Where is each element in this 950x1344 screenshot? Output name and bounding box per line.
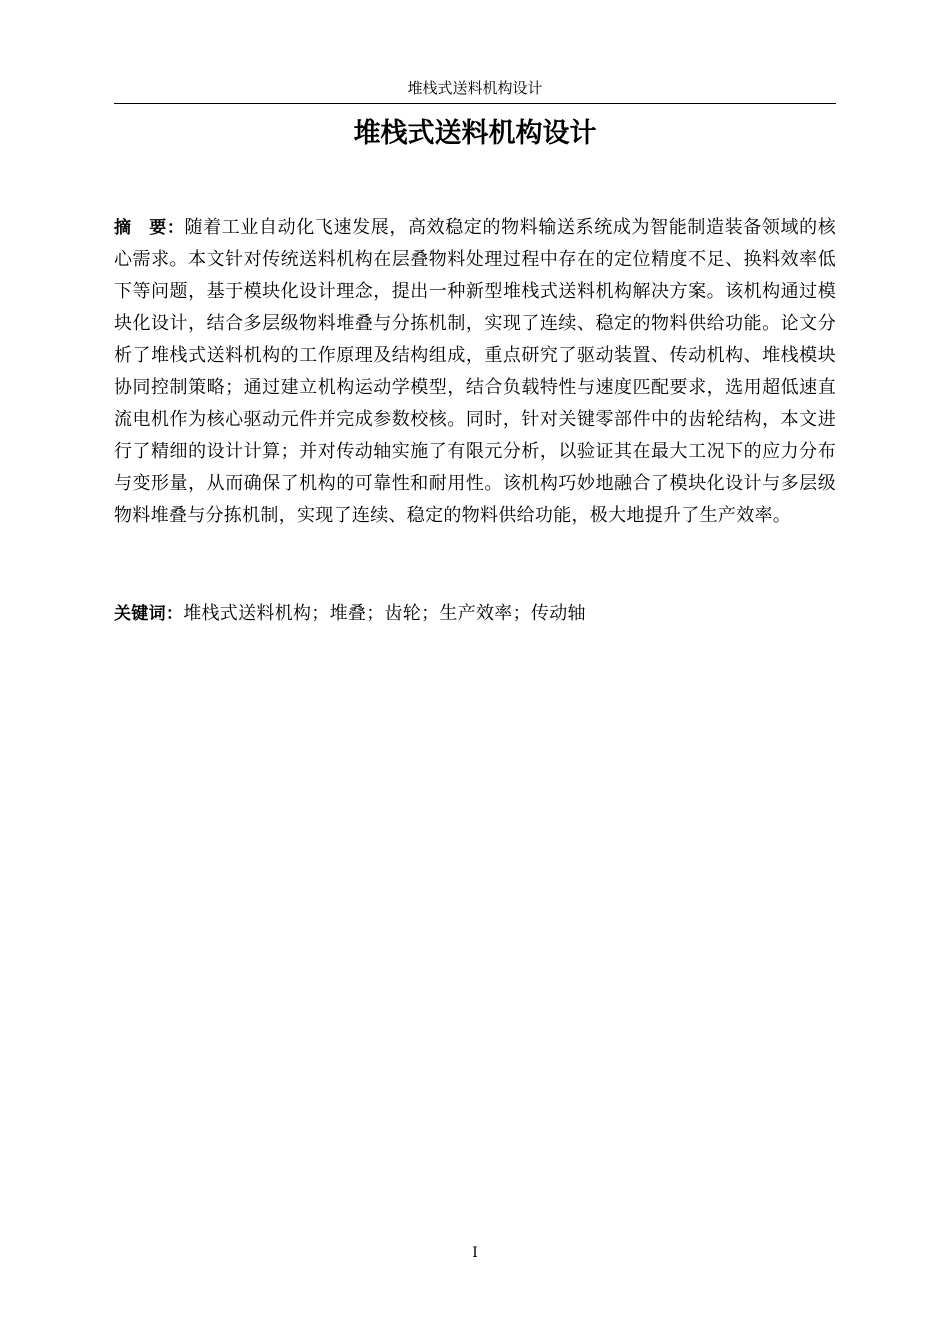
running-header: 堆栈式送料机构设计: [407, 79, 543, 97]
abstract-paragraph: [114, 212, 836, 532]
abstract-text: 随着工业自动化飞速发展，高效稳定的物料输送系统成为智能制造装备领域的核心需求。本文针对传统送料机构在层叠物料处理过程中存在的定位精度不足、换料效率低下等问题，基于模块化设计理念，提出一种新型堆栈式送料机构解决方案。该机构通过模块化设计，结合多层级物料堆叠与分拣机制，实现了连续、稳定的物料供给功能。论文分析了堆栈式送料机构的工作原理及结构组成，重点研究了驱动装置、传动机构、堆栈模块协同控制策略；通过建立机构运动学模型，结合负载特性与速度匹配要求，选用超低速直流电机作为核心驱动元件并完成参数校核。同时，针对关键零部件中的齿轮结构，本文进行了精细的设计计算；并对传动轴实施了有限元分析，以验证其在最大工况下的应力分布与变形量，从而确保了机构的可靠性和耐用性。该机构巧妙地融合了模块化设计与多层级物料堆叠与分拣机制，实现了连续、稳定的物料供给功能，极大地提升了生产效率。: [114, 217, 836, 526]
keywords-line: [114, 598, 836, 630]
keywords-label: 关键词：: [114, 604, 184, 624]
document-title: 堆栈式送料机构设计: [353, 118, 597, 149]
keywords-text: 堆栈式送料机构；堆叠；齿轮；生产效率；传动轴: [183, 603, 586, 624]
abstract-label: 摘 要：: [114, 218, 185, 238]
header-divider: [114, 103, 836, 104]
page-number: I: [472, 1245, 478, 1261]
